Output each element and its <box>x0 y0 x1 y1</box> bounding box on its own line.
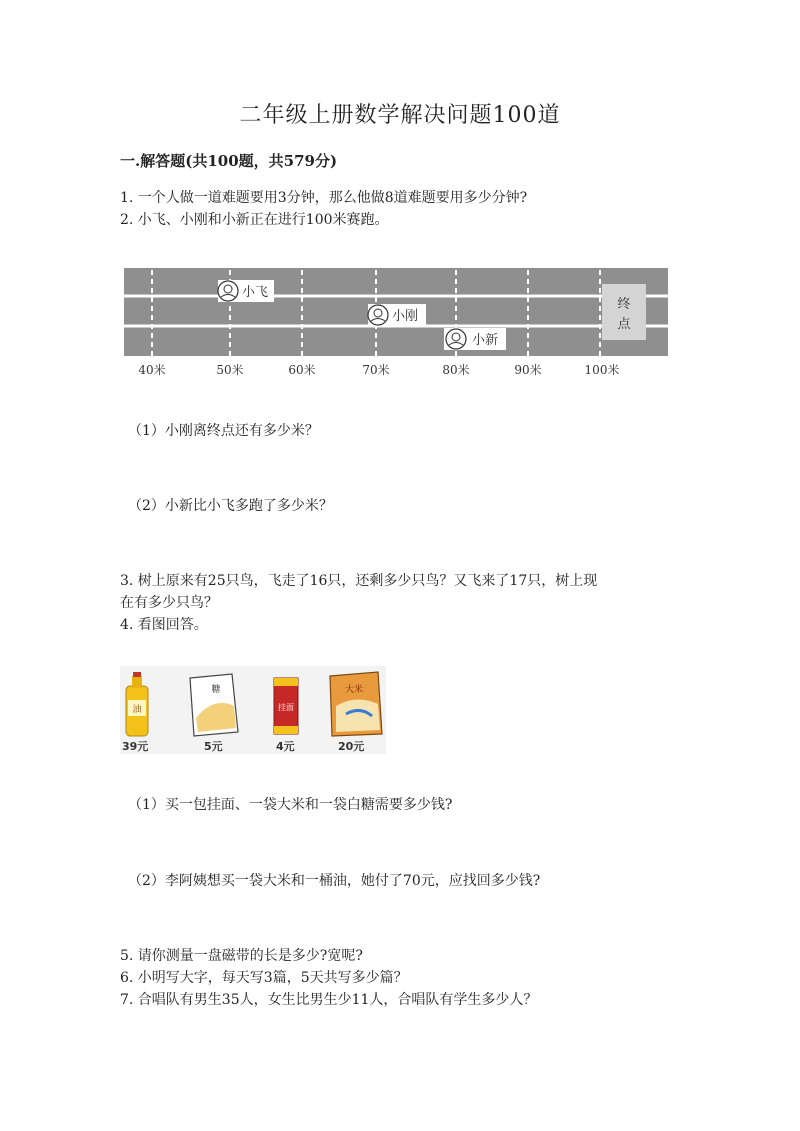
question-2: 2. 小飞、小刚和小新正在进行100米赛跑。 <box>120 212 389 228</box>
noodle-label: 挂面 <box>278 703 294 712</box>
section-title: 一.解答题(共100题，共579分) <box>120 152 338 170</box>
distance-label: 80米 <box>442 363 470 377</box>
distance-label: 50米 <box>216 363 244 377</box>
distance-label: 40米 <box>138 363 166 377</box>
finish-label-2: 点 <box>617 317 631 332</box>
question-3-line-2: 在有多少只鸟？ <box>120 595 218 611</box>
question-4: 4. 看图回答。 <box>120 617 208 633</box>
question-3-line-1: 3. 树上原来有25只鸟，飞走了16只，还剩多少只鸟？又飞来了17只，树上现 <box>120 573 598 589</box>
runner-avatar-icon <box>218 281 238 301</box>
sugar-label: 糖 <box>211 685 221 695</box>
oil-price: 39元 <box>122 740 149 753</box>
distance-label: 100米 <box>584 363 620 377</box>
runner-xiaofei <box>218 280 274 302</box>
runner-xiaogang <box>368 304 426 326</box>
race-track-figure <box>122 266 670 386</box>
runner-label: 小刚 <box>392 309 419 324</box>
page-title: 二年级上册数学解决问题100道 <box>239 103 561 128</box>
rice-price: 20元 <box>338 740 365 753</box>
rice-label: 大米 <box>344 685 364 695</box>
question-2-part-1: （1）小刚离终点还有多少米？ <box>128 423 319 439</box>
noodles-pack-icon <box>274 678 298 734</box>
runner-xiaoxin <box>444 328 506 350</box>
question-1: 1. 一个人做一道难题要用3分钟，那么他做8道难题要用多少分钟? <box>120 190 528 206</box>
finish-label-1: 终 <box>617 297 631 312</box>
distance-label: 90米 <box>514 363 542 377</box>
noodle-price: 4元 <box>276 740 295 753</box>
distance-label: 60米 <box>288 363 316 377</box>
runner-avatar-icon <box>368 305 388 325</box>
question-4-part-2: （2）李阿姨想买一袋大米和一桶油，她付了70元，应找回多少钱? <box>128 873 541 889</box>
runner-avatar-icon <box>446 329 466 349</box>
rice-bag-icon <box>330 672 382 736</box>
runner-label: 小飞 <box>242 285 269 300</box>
goods-price-figure <box>120 666 386 754</box>
question-7: 7. 合唱队有男生35人，女生比男生少11人，合唱队有学生多少人？ <box>120 992 538 1008</box>
oil-label: 油 <box>132 705 142 715</box>
question-4-part-1: （1）买一包挂面、一袋大米和一袋白糖需要多少钱? <box>128 797 453 813</box>
distance-label: 70米 <box>362 363 390 377</box>
runner-label: 小新 <box>472 333 499 348</box>
question-2-part-2: （2）小新比小飞多跑了多少米？ <box>128 498 333 514</box>
question-6: 6. 小明写大字，每天写3篇，5天共写多少篇？ <box>120 970 408 986</box>
question-5: 5. 请你测量一盘磁带的长是多少?宽呢? <box>120 948 363 964</box>
sugar-price: 5元 <box>204 740 223 753</box>
sugar-bag-icon <box>190 674 238 736</box>
